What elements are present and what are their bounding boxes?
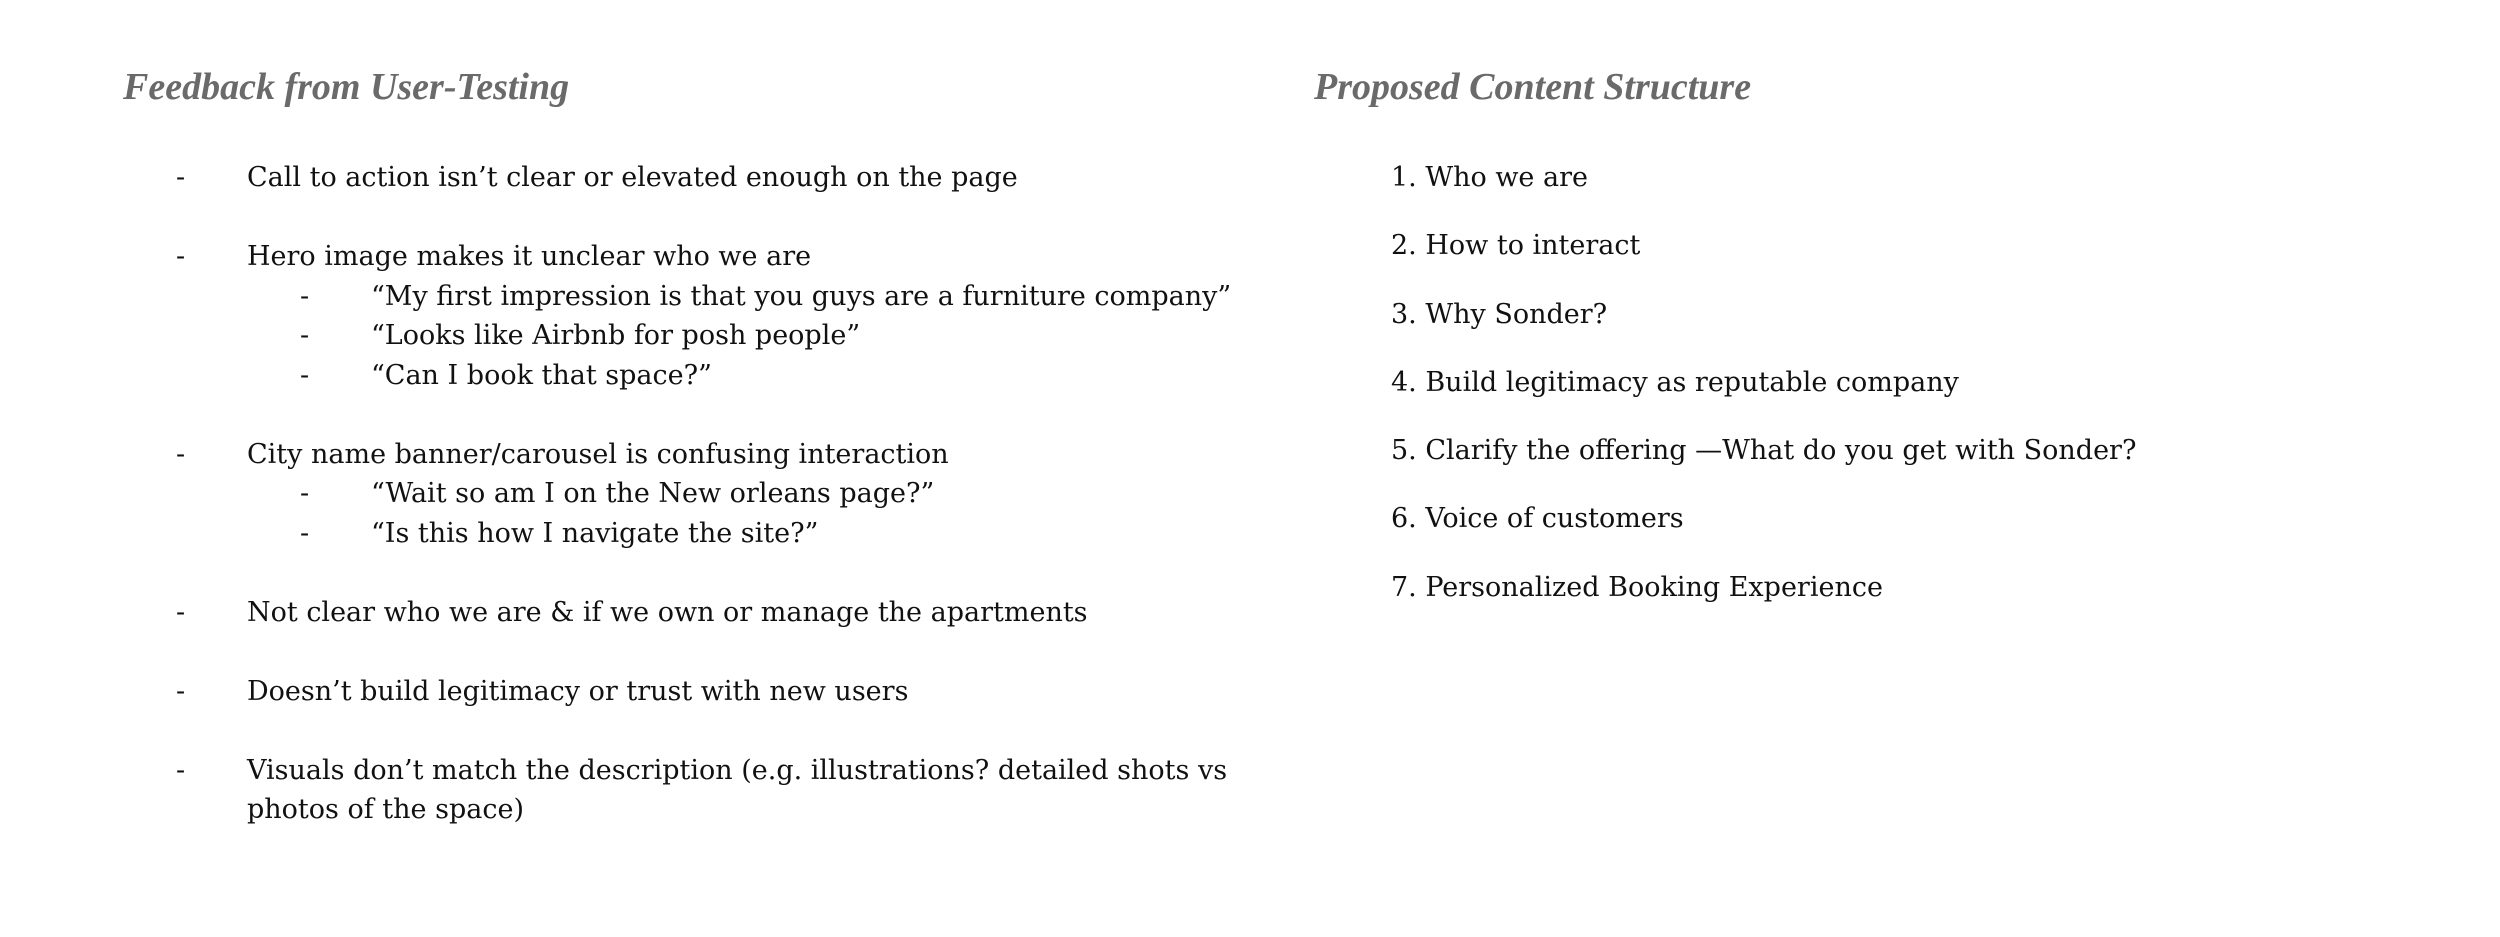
structure-list bbox=[1391, 158, 2471, 636]
feedback-item-text: Not clear who we are & if we own or manage the apartments bbox=[247, 596, 1088, 628]
bullet-dash: - bbox=[300, 280, 310, 312]
bullet-dash: - bbox=[176, 241, 186, 272]
quote-text: “Can I book that space?” bbox=[371, 359, 712, 391]
quote-item bbox=[247, 316, 1283, 356]
feedback-item bbox=[123, 158, 1283, 198]
feedback-title: Feedback from User-Testing bbox=[123, 66, 570, 108]
bullet-dash: - bbox=[176, 596, 186, 628]
feedback-item-text: Visuals don’t match the description (e.g. illustrations? detailed shots vs photos of the space) bbox=[247, 754, 1228, 825]
quote-item bbox=[247, 474, 1283, 514]
bullet-dash: - bbox=[300, 478, 310, 509]
structure-item: 3. Why Sonder? bbox=[1391, 298, 1608, 330]
quote-item bbox=[247, 514, 1283, 554]
quote-item bbox=[247, 356, 1283, 396]
quote-text: “Is this how I navigate the site?” bbox=[371, 517, 819, 549]
bullet-dash: - bbox=[300, 517, 310, 549]
bullet-dash: - bbox=[300, 320, 310, 351]
quote-text: “My first impression is that you guys are a furniture company” bbox=[371, 280, 1232, 312]
feedback-section bbox=[123, 62, 1283, 825]
feedback-list bbox=[123, 158, 1283, 869]
bullet-dash: - bbox=[176, 754, 186, 786]
feedback-item-text: Call to action isn’t clear or elevated enough on the page bbox=[247, 162, 1018, 193]
quote-item bbox=[247, 277, 1283, 317]
bullet-dash: - bbox=[176, 675, 186, 707]
feedback-item bbox=[123, 593, 1283, 633]
structure-item: 2. How to interact bbox=[1391, 230, 1641, 262]
quote-list bbox=[247, 277, 1283, 396]
structure-item: 5. Clarify the offering —What do you get with Sonder? bbox=[1391, 435, 2137, 467]
structure-title: Proposed Content Structure bbox=[1314, 66, 1752, 108]
structure-section bbox=[1314, 62, 2464, 603]
feedback-item bbox=[123, 435, 1283, 554]
bullet-dash: - bbox=[176, 438, 186, 470]
structure-item: 6. Voice of customers bbox=[1391, 503, 1684, 535]
feedback-item bbox=[123, 751, 1283, 830]
quote-text: “Wait so am I on the New orleans page?” bbox=[371, 478, 935, 509]
structure-item: 7. Personalized Booking Experience bbox=[1391, 571, 1883, 603]
feedback-item-text: Hero image makes it unclear who we are bbox=[247, 241, 812, 272]
feedback-item-text: City name banner/carousel is confusing interaction bbox=[247, 438, 949, 470]
structure-item: 1. Who we are bbox=[1391, 162, 1588, 193]
bullet-dash: - bbox=[176, 162, 186, 193]
feedback-item bbox=[123, 672, 1283, 712]
bullet-dash: - bbox=[300, 359, 310, 391]
structure-item: 4. Build legitimacy as reputable company bbox=[1391, 366, 1959, 398]
feedback-item bbox=[123, 237, 1283, 395]
feedback-item-text: Doesn’t build legitimacy or trust with new users bbox=[247, 675, 909, 707]
quote-text: “Looks like Airbnb for posh people” bbox=[371, 320, 861, 351]
quote-list bbox=[247, 474, 1283, 553]
